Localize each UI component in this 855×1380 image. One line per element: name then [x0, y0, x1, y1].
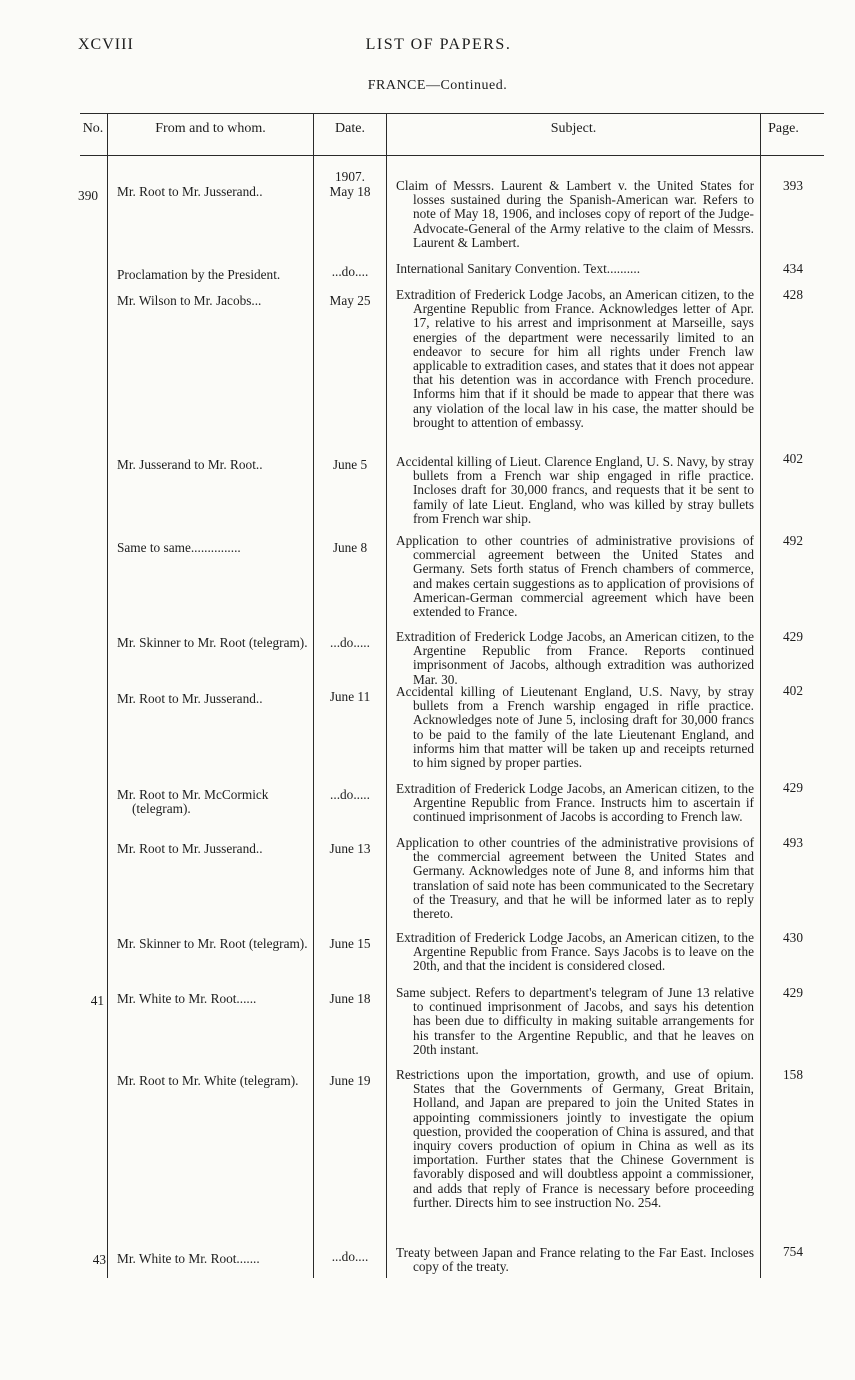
row-subject-text: Same subject. Refers to department's telegram of June 13 relative to continued imprisonment of Jacobs, and says his detention has been due to difficulty in making suitable arrangements for his transfer to the Argentine Republic, and that he leaves on 20th instant.: [396, 985, 754, 1057]
row-year: 1907.: [335, 169, 365, 184]
row-from-text: Mr. White to Mr. Root.......: [117, 1251, 260, 1266]
row-date: June 8: [332, 540, 368, 555]
row-subject: [396, 931, 754, 974]
row-date: June 13: [329, 841, 371, 856]
row-from: [117, 636, 312, 650]
row-subject: [396, 836, 754, 921]
column-header-from: From and to whom.: [155, 121, 266, 136]
row-date: May 18: [329, 184, 371, 199]
row-from: [117, 268, 312, 282]
row-from: [117, 692, 312, 706]
row-page: 754: [783, 1244, 803, 1259]
row-page: 434: [783, 261, 803, 276]
row-date: June 11: [329, 689, 371, 704]
page-title-text: LIST OF PAPERS.: [365, 36, 512, 53]
row-date: May 25: [329, 293, 371, 308]
row-subject: [396, 1068, 754, 1210]
row-page: 429: [783, 985, 803, 1000]
row-page: 428: [783, 287, 803, 302]
row-page: 402: [783, 683, 803, 698]
row-from: [117, 458, 312, 472]
row-date: ...do.....: [330, 787, 370, 802]
row-page: 429: [783, 629, 803, 644]
row-subject: [396, 455, 754, 526]
row-subject: [396, 685, 754, 770]
row-subject: [396, 288, 754, 430]
row-from: [117, 788, 312, 816]
row-from-text: Proclamation by the President.: [117, 267, 281, 282]
row-from-text: Mr. Jusserand to Mr. Root..: [117, 457, 263, 472]
row-from-text: Mr. Root to Mr. Jusserand..: [117, 184, 263, 199]
row-from-text: Same to same...............: [117, 540, 241, 555]
column-header-page: Page.: [768, 121, 799, 136]
row-subject: [396, 534, 754, 619]
row-subject-text: Extradition of Frederick Lodge Jacobs, an American citizen, to the Argentine Republic from France. Says Jacobs is to leave on the 20th, and that the incident is considered closed.: [396, 930, 754, 974]
row-subject: [396, 782, 754, 825]
row-date: June 15: [329, 936, 371, 951]
row-page: 492: [783, 533, 803, 548]
column-header-date: Date.: [335, 121, 365, 136]
row-number: 41: [90, 993, 104, 1008]
row-from-text: Mr. Skinner to Mr. Root (telegram).: [117, 936, 308, 951]
row-from: [117, 185, 312, 199]
row-from: [117, 937, 312, 951]
row-from: [117, 992, 312, 1006]
row-from-text: Mr. Root to Mr. Jusserand..: [117, 841, 263, 856]
row-number: 390: [78, 188, 98, 203]
row-from-text: Mr. Root to Mr. Jusserand..: [117, 691, 263, 706]
column-divider: [313, 113, 314, 1278]
row-date: June 19: [329, 1073, 371, 1088]
row-subject-text: Application to other countries of administrative provisions of commercial agreement between the United States and Germany. Sets forth status of French chambers of commerce, and makes certain suggestions as to application of provisions of American-German commercial agreement which have been extended to France.: [396, 533, 754, 620]
row-subject: [396, 179, 754, 250]
row-page: 158: [783, 1067, 803, 1082]
row-date: ...do....: [331, 264, 369, 279]
header-bottom-rule: [80, 155, 824, 156]
row-from-text: Mr. Wilson to Mr. Jacobs...: [117, 293, 262, 308]
row-subject-text: Claim of Messrs. Laurent & Lambert v. the United States for losses sustained during the Spanish-American war. Refers to note of May 18, 1906, and incloses copy of report of the Judge-Advocate-General of the Army relative to the claim of Messrs. Laurent & Lambert.: [396, 178, 754, 250]
row-subject-text: Restrictions upon the importation, growth, and use of opium. States that the Governments of Germany, Great Britain, Holland, and Japan are prepared to join the United States in appointing commissioners jointly to investigate the opium question, provided the cooperation of China is assured, and that inquiry covers production of opium in China as well as its importation. Further states that the Chinese Government is favorably disposed and will doubtless appoint a commissioner, and adds that reply of France is necessary before proceeding further. Directs him to see instruction No. 254.: [396, 1067, 754, 1210]
row-subject-text: Extradition of Frederick Lodge Jacobs, an American citizen, to the Argentine Republic from France. Reports continued imprisonment of Jacobs, although extradition was authorized Mar. 30.: [396, 629, 754, 687]
table-top-rule: [80, 113, 824, 114]
row-from: [117, 1074, 312, 1088]
page-number: XCVIII: [78, 36, 134, 53]
row-subject-text: Extradition of Frederick Lodge Jacobs, an American citizen, to the Argentine Republic from France. Instructs him to ascertain if continued imprisonment of Jacobs is according to French law.: [396, 781, 754, 825]
column-divider: [760, 113, 761, 1278]
row-subject-text: International Sanitary Convention. Text..........: [396, 261, 641, 276]
row-from-text: Mr. White to Mr. Root......: [117, 991, 257, 1006]
row-subject-text: Treaty between Japan and France relating to the Far East. Incloses copy of the treaty.: [396, 1245, 754, 1275]
column-divider: [107, 113, 108, 1278]
row-subject: [396, 986, 754, 1057]
row-from-text: Mr. Root to Mr. McCormick (telegram).: [117, 787, 269, 817]
row-subject-text: Extradition of Frederick Lodge Jacobs, an American citizen, to the Argentine Republic from France. Acknowledges letter of Apr. 17, relative to his arrest and imprisonment at Marseille, says energies of the department were necessarily limited to an endeavor to secure for him all rights under French law applicable to extradition cases, and states that it does not appear that his detention was in accordance with French procedure. Informs him that if it should be made to appear that there was any violation of the local law in his case, the matter should be brought to attention of embassy.: [396, 287, 754, 430]
row-page: 429: [783, 780, 803, 795]
section-title: [0, 78, 855, 94]
column-divider: [386, 113, 387, 1278]
row-date: ...do....: [331, 1249, 369, 1264]
row-date: June 18: [329, 991, 371, 1006]
row-subject-text: Application to other countries of the administrative provisions of the commercial agreement between the United States and Germany. Acknowledges note of June 8, and informs him that translation of said note has been communicated to the Secretary of the Treasury, and that he will be informed later as to reply thereto.: [396, 835, 754, 922]
row-from: [117, 294, 312, 308]
row-date: ...do.....: [330, 635, 370, 650]
row-from: [117, 842, 312, 856]
row-subject: [396, 1246, 754, 1274]
row-from: [117, 1252, 312, 1266]
page-title: [0, 36, 855, 54]
row-subject-text: Accidental killing of Lieut. Clarence England, U. S. Navy, by stray bullets from a French war ship engaged in rifle practice. Incloses draft for 30,000 francs, and requests that it be sent to family of late Lieut. England, who was killed by stray bullets from French war ship.: [396, 454, 754, 526]
row-subject-text: Accidental killing of Lieutenant England, U.S. Navy, by stray bullets from a French warship engaged in rifle practice. Acknowledges note of June 5, inclosing draft for 30,000 francs to be paid to the family of the late Lieutenant England, and informs him that matter will be taken up and receipts returned to him signed by proper parties.: [396, 684, 754, 771]
row-from-text: Mr. Root to Mr. White (telegram).: [117, 1073, 299, 1088]
row-date: June 5: [332, 457, 368, 472]
column-header-subject: Subject.: [550, 121, 597, 136]
section-title-text: FRANCE—Continued.: [367, 78, 508, 93]
row-page: 430: [783, 930, 803, 945]
row-page: 402: [783, 451, 803, 466]
row-page: 393: [783, 178, 803, 193]
column-header-no: No.: [82, 121, 104, 136]
row-number: 43: [92, 1252, 106, 1267]
row-from: [117, 541, 312, 555]
row-subject: [396, 262, 754, 276]
row-subject: [396, 630, 754, 687]
row-from-text: Mr. Skinner to Mr. Root (telegram).: [117, 635, 308, 650]
row-page: 493: [783, 835, 803, 850]
